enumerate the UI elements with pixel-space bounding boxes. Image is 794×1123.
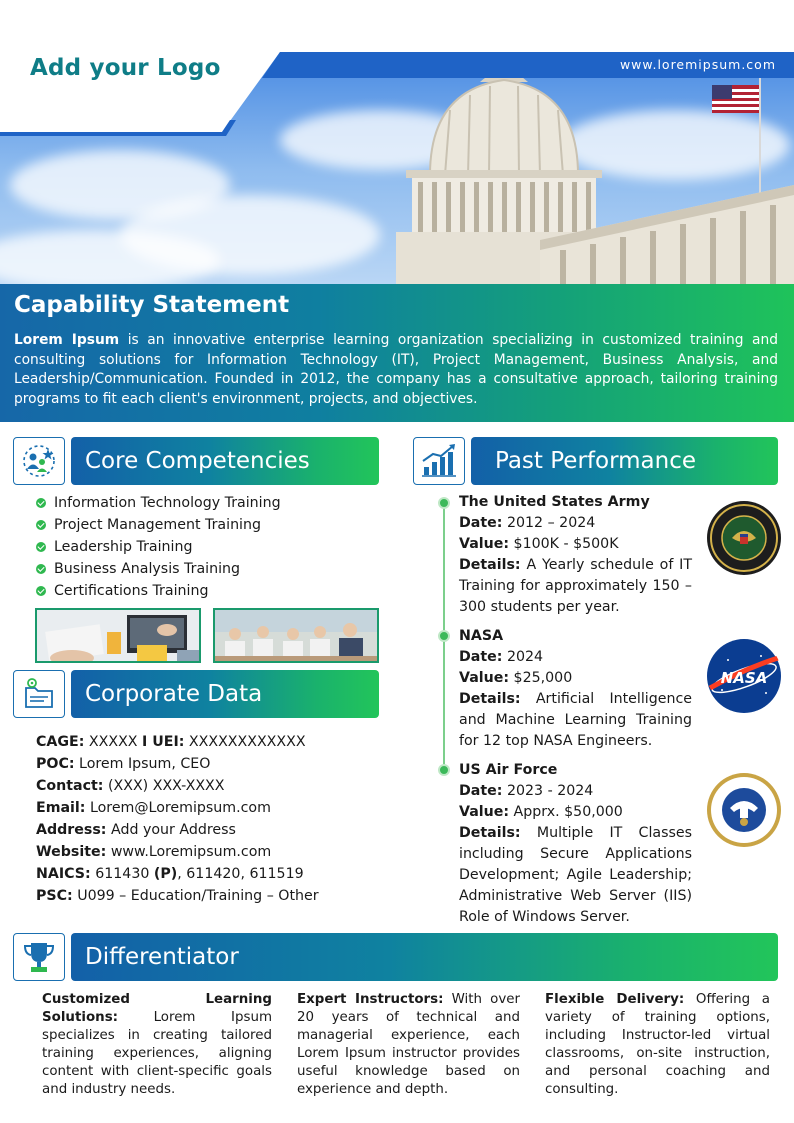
- check-icon: [36, 564, 46, 574]
- performance-org: NASA: [459, 628, 504, 644]
- row-label: Website:: [36, 844, 107, 860]
- check-icon: [36, 498, 46, 508]
- value-label: Value:: [459, 670, 510, 686]
- svg-text:NASA: NASA: [720, 669, 768, 687]
- row-value: XXXXXXXXXXXX: [184, 734, 306, 750]
- differentiator-column: [42, 991, 272, 1099]
- row-label: Email:: [36, 800, 86, 816]
- corporate-icon-box: [13, 670, 65, 718]
- performance-item-airforce: [459, 760, 692, 928]
- corporate-data-list: [36, 731, 319, 907]
- capability-statement-section: [0, 284, 794, 422]
- date-label: Date:: [459, 649, 503, 665]
- capability-description: [14, 331, 778, 409]
- corporate-row-cage: [36, 731, 319, 753]
- details-text: Artificial Intelligence and Machine Learning Training for 12 top NASA Engineers.: [459, 691, 692, 749]
- logo-panel-shape: [0, 0, 794, 284]
- list-item: [36, 536, 281, 558]
- performance-details: [459, 555, 692, 618]
- row-label: (P): [153, 866, 178, 882]
- row-label: I UEI:: [142, 734, 185, 750]
- performance-details: [459, 823, 692, 928]
- date-value: 2012 – 2024: [502, 515, 596, 531]
- team-star-icon: [20, 443, 58, 479]
- list-item: [36, 492, 281, 514]
- row-value: (XXX) XXX-XXXX: [103, 778, 225, 794]
- performance-date: [459, 513, 692, 534]
- column-text: Offering a variety of training options, including Instructor-led virtual classrooms, on-site instruction, and personal coaching and consulting.: [545, 992, 770, 1097]
- meeting-desk-photo: [35, 608, 201, 663]
- date-label: Date:: [459, 783, 503, 799]
- row-value: U099 – Education/Training – Other: [72, 888, 319, 904]
- check-icon: [36, 586, 46, 596]
- row-value: , 611420, 611519: [177, 866, 304, 882]
- column-heading: Flexible Delivery:: [545, 992, 685, 1007]
- performance-item-nasa: [459, 626, 692, 752]
- corporate-data-header: Corporate Data: [71, 670, 379, 718]
- column-text: Lorem Ipsum specializes in creating tailored training experiences, aligning content with client-specific goals and industry needs.: [42, 1010, 272, 1097]
- performance-date: [459, 781, 692, 802]
- core-competencies-list: [36, 492, 281, 602]
- website-link[interactable]: www.Loremipsum.com: [106, 844, 272, 860]
- core-competencies-header: Core Competencies: [71, 437, 379, 485]
- details-label: Details:: [459, 691, 521, 707]
- list-item: [36, 514, 281, 536]
- corporate-row-psc: [36, 885, 319, 907]
- row-value: 611430: [90, 866, 154, 882]
- us-air-force-seal: [706, 772, 782, 848]
- details-text: A Yearly schedule of IT Training for approximately 150 – 300 students per year.: [459, 557, 692, 615]
- value-label: Value:: [459, 804, 510, 820]
- row-label: NAICS:: [36, 866, 91, 882]
- row-value: Add your Address: [106, 822, 236, 838]
- list-item-label: Information Technology Training: [54, 495, 281, 511]
- timeline-dot: [438, 764, 450, 776]
- email-link[interactable]: Lorem@Loremipsum.com: [85, 800, 271, 816]
- column-heading: Customized Learning Solutions:: [42, 992, 272, 1025]
- list-item-label: Project Management Training: [54, 517, 261, 533]
- details-label: Details:: [459, 557, 521, 573]
- classroom-photo: [213, 608, 379, 663]
- value-amount: $100K - $500K: [509, 536, 619, 552]
- capability-title: Capability Statement: [14, 292, 290, 318]
- timeline-dot: [438, 497, 450, 509]
- details-text: Multiple IT Classes including Secure Applications Development; Agile Leadership; Administrative Web Server (IIS) Role of Windows Server.: [459, 825, 692, 925]
- details-label: Details:: [459, 825, 521, 841]
- performance-value: [459, 534, 692, 555]
- logo-placeholder: Add your Logo: [30, 55, 221, 81]
- differentiator-column: [297, 991, 520, 1099]
- list-item-label: Certifications Training: [54, 583, 209, 599]
- performance-value: [459, 802, 692, 823]
- row-value: XXXXX: [84, 734, 143, 750]
- value-amount: $25,000: [509, 670, 573, 686]
- corporate-row-contact: [36, 775, 319, 797]
- performance-date: [459, 647, 692, 668]
- row-label: POC:: [36, 756, 75, 772]
- company-name: Lorem Ipsum: [14, 332, 120, 348]
- performance-details: [459, 689, 692, 752]
- past-performance-header: Past Performance: [471, 437, 778, 485]
- folder-gear-icon: [20, 676, 58, 712]
- column-heading: Expert Instructors:: [297, 992, 444, 1007]
- list-item-label: Leadership Training: [54, 539, 193, 555]
- differentiator-column: [545, 991, 770, 1099]
- hero-banner: [0, 0, 794, 284]
- value-amount: Apprx. $50,000: [509, 804, 623, 820]
- corporate-row-email: [36, 797, 319, 819]
- trophy-icon: [20, 939, 58, 975]
- corporate-row-naics: [36, 863, 319, 885]
- column-text: With over 20 years of technical and managerial experience, each Lorem Ipsum instructor provides useful knowledge based on experience and depth.: [297, 992, 521, 1097]
- corporate-row-address: [36, 819, 319, 841]
- performance-value: [459, 668, 692, 689]
- list-item: [36, 580, 281, 602]
- header-website[interactable]: www.loremipsum.com: [619, 57, 776, 72]
- growth-chart-icon: [419, 443, 459, 479]
- performance-item-army: [459, 492, 692, 618]
- date-label: Date:: [459, 515, 503, 531]
- date-value: 2023 - 2024: [502, 783, 594, 799]
- corporate-row-website: [36, 841, 319, 863]
- us-army-seal: [706, 500, 782, 576]
- row-label: Contact:: [36, 778, 104, 794]
- row-label: CAGE:: [36, 734, 85, 750]
- differentiator-icon-box: [13, 933, 65, 981]
- competencies-icon-box: [13, 437, 65, 485]
- row-value: Lorem Ipsum, CEO: [74, 756, 211, 772]
- differentiator-header: Differentiator: [71, 933, 778, 981]
- timeline-dot: [438, 630, 450, 642]
- capability-text: is an innovative enterprise learning organization specializing in customized training and consulting solutions for Information Technology (IT), Project Management, Business Analysis, and Leadership/Communication. Founded in 2012, the company has a consultative approach, tailoring training programs to fit each client's environment, projects, and objectives.: [14, 332, 778, 407]
- check-icon: [36, 542, 46, 552]
- nasa-logo: [706, 638, 782, 714]
- list-item-label: Business Analysis Training: [54, 561, 241, 577]
- check-icon: [36, 520, 46, 530]
- performance-org: US Air Force: [459, 762, 558, 778]
- row-label: PSC:: [36, 888, 73, 904]
- list-item: [36, 558, 281, 580]
- performance-org: The United States Army: [459, 494, 650, 510]
- corporate-row-poc: [36, 753, 319, 775]
- performance-icon-box: [413, 437, 465, 485]
- value-label: Value:: [459, 536, 510, 552]
- date-value: 2024: [502, 649, 544, 665]
- row-label: Address:: [36, 822, 107, 838]
